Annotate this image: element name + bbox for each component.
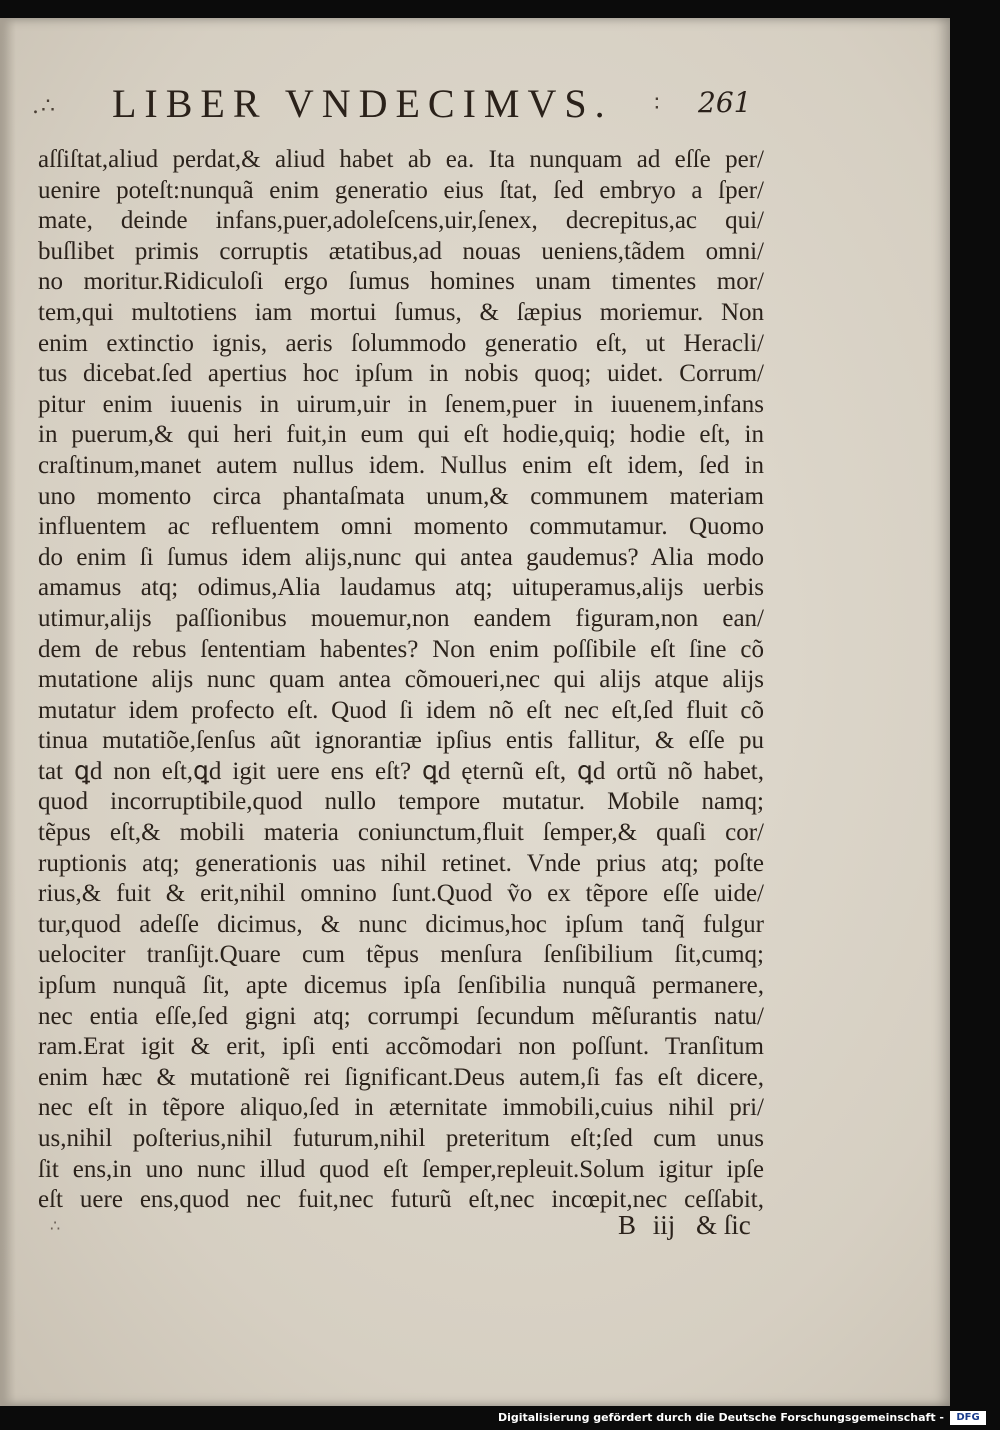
text-line: enim extinctio ignis, aeris ſolummodo generatio eſt, ut Heracli/ xyxy=(38,329,764,357)
text-line: mutatione alijs nunc quam antea cõmoueri,nec qui alijs atque alijs xyxy=(38,666,764,694)
book-page xyxy=(0,18,950,1406)
header-ornament-left: .∴ xyxy=(32,94,57,119)
text-line: uno momento circa phantaſmata unum,& communem materiam xyxy=(38,482,764,510)
text-line: in puerum,& qui heri fuit,in eum qui eſt hodie,quiq; hodie eſt, in xyxy=(38,421,764,449)
text-line: tem,qui multotiens iam mortui ſumus, & ſæpius moriemur. Non xyxy=(38,298,764,326)
text-line: no moritur.Ridiculoſi ergo ſumus homines unam timentes mor/ xyxy=(38,268,764,296)
text-line: uenire poteſt:nunquã enim generatio eius ſtat, ſed embryo a ſper/ xyxy=(38,176,764,204)
text-line: ipſum nunquã ſit, apte dicemus ipſa ſenſibilia nunquã permanere, xyxy=(38,972,764,1000)
catchword: & ſic xyxy=(696,1210,751,1240)
text-line: pitur enim iuuenis in uirum,uir in ſenem,puer in iuuenem,infans xyxy=(38,390,764,418)
text-line: uelociter tranſijt.Quare cum tẽpus menſura ſenſibilium ſit,cumq; xyxy=(38,941,764,969)
text-line: aſſiſtat,aliud perdat,& aliud habet ab ea. Ita nunquam ad eſſe per/ xyxy=(38,146,764,173)
text-line: ſit ens,in uno nunc illud quod eſt ſemper,repleuit.Solum igitur ipſe xyxy=(38,1155,764,1183)
text-line: eſt uere ens,quod nec fuit,nec futurũ eſt,nec incœpit,nec ceſſabit, xyxy=(38,1186,764,1214)
funding-credit: Digitalisierung gefördert durch die Deutsche Forschungsgemeinschaft - xyxy=(497,1411,944,1424)
page-number: 261 xyxy=(698,86,752,119)
text-line: tur,quod adeſſe dicimus, & nunc dicimus,hoc ipſum tanq̃ fulgur xyxy=(38,910,764,938)
text-line: mate, deinde infans,puer,adoleſcens,uir,ſenex, decrepitus,ac qui/ xyxy=(38,207,764,235)
dfg-logo: DFG xyxy=(950,1411,986,1425)
text-line: ruptionis atq; generationis uas nihil retinet. Vnde prius atq; poſte xyxy=(38,849,764,877)
running-title: LIBER VNDECIMVS. xyxy=(112,81,613,126)
text-line: enim hæc & mutationẽ rei ſignificant.Deus autem,ſi fas eſt dicere, xyxy=(38,1063,764,1091)
running-head xyxy=(30,78,790,128)
text-line: tẽpus eſt,& mobili materia coniunctum,fluit ſemper,& quaſi cor/ xyxy=(38,819,764,847)
text-line: dem de rebus ſententiam habentes? Non enim poſſibile eſt ſine cõ xyxy=(38,635,764,663)
text-line: utimur,alijs paſſionibus mouemur,non eandem figuram,non ean/ xyxy=(38,604,764,632)
text-line: buſlibet primis corruptis ætatibus,ad nouas ueniens,tãdem omni/ xyxy=(38,237,764,265)
text-line: nec eſt in tẽpore aliquo,ſed in æternitate immobili,cuius nihil pri/ xyxy=(38,1094,764,1122)
text-line: amamus atq; odimus,Alia laudamus atq; uituperamus,alijs uerbis xyxy=(38,574,764,602)
text-line: tat ꝗd non eſt,ꝗd igit uere ens eſt? ꝗd ęternũ eſt, ꝗd ortũ nõ habet, xyxy=(38,757,764,785)
header-ornament-right: ∶ xyxy=(654,92,660,117)
text-line: us,nihil poſterius,nihil futurum,nihil preteritum eſt;ſed cum unus xyxy=(38,1125,764,1152)
text-line: do enim ſi ſumus idem alijs,nunc qui antea gaudemus? Alia modo xyxy=(38,543,764,571)
text-line: mutatur idem profecto eſt. Quod ſi idem nõ eſt nec eſt,ſed fluit cõ xyxy=(38,696,764,724)
page-gutter-shadow xyxy=(0,18,16,1406)
text-line: nec entia eſſe,ſed gigni atq; corrumpi ſecundum mẽſurantis natu/ xyxy=(38,1002,764,1030)
text-line: rius,& fuit & erit,nihil omnino ſunt.Quod ṽo ex tẽpore eſſe uide/ xyxy=(38,880,764,908)
text-line: influentem ac refluentem omni momento commutamur. Quomo xyxy=(38,513,764,541)
text-line: craſtinum,manet autem nullus idem. Nullus enim eſt idem, ſed in xyxy=(38,451,764,479)
text-line: ram.Erat igit & erit, ipſi enti accõmodari non poſſunt. Tranſitum xyxy=(38,1033,764,1061)
footer-ornament-left: ∴ xyxy=(50,1218,61,1235)
signature-mark: B iij xyxy=(618,1210,676,1240)
text-line: tinua mutatiõe,ſenſus aũt ignorantiæ ipſius entis fallitur, & eſſe pu xyxy=(38,727,764,755)
text-line: quod incorruptibile,quod nullo tempore mutatur. Mobile namq; xyxy=(38,788,764,816)
page-footer xyxy=(40,1210,764,1242)
text-line: tus dicebat.ſed apertius hoc ipſum in nobis quoq; uidet. Corrum/ xyxy=(38,360,764,388)
body-text xyxy=(38,145,764,1216)
